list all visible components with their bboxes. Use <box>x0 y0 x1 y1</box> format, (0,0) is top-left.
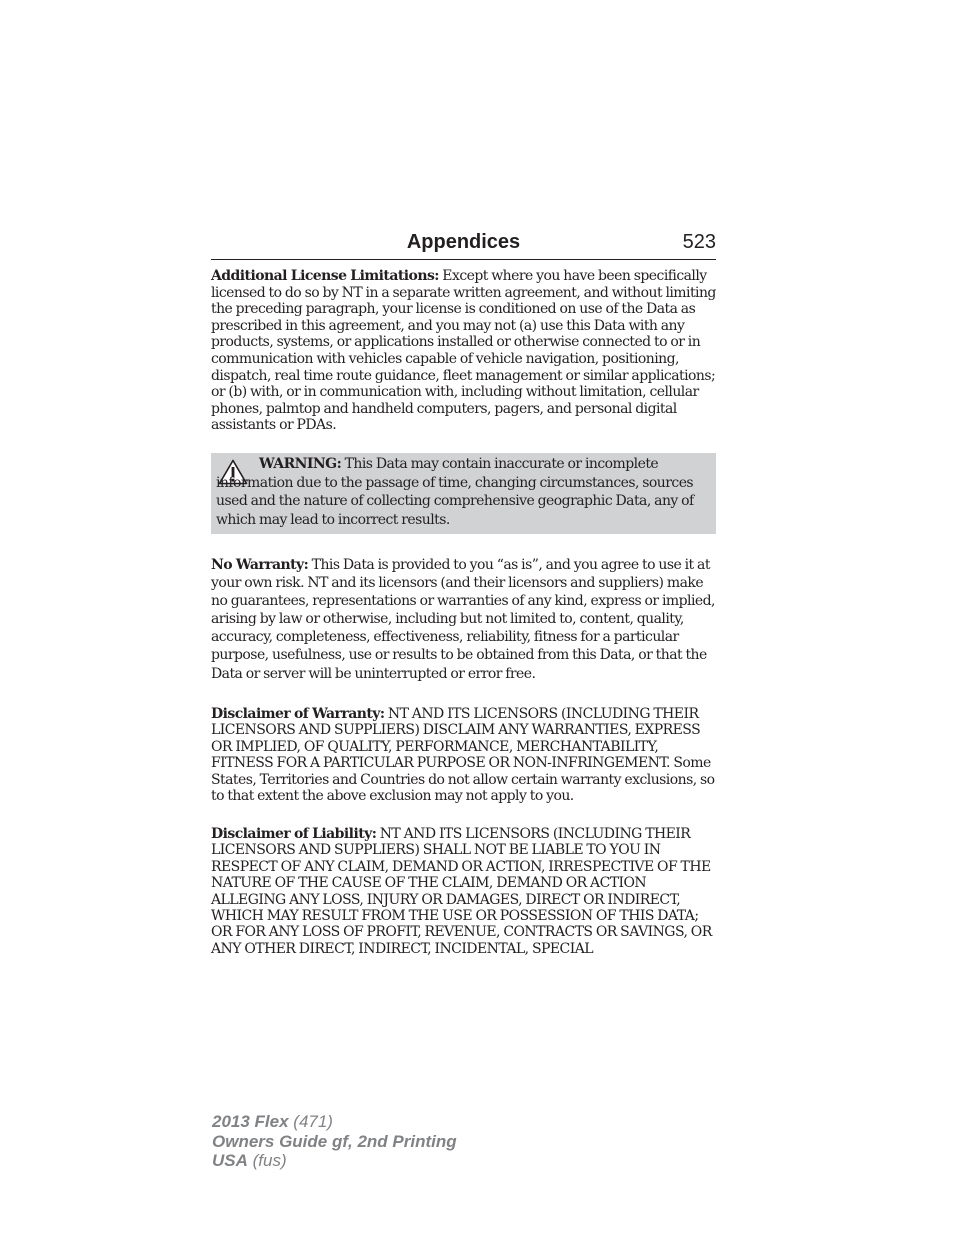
page-header <box>211 229 716 260</box>
section-title: Appendices <box>406 231 521 253</box>
footer-region-line <box>212 1151 457 1171</box>
page-footer <box>212 1112 457 1171</box>
disclaimer-liability-heading: Disclaimer of Liability: <box>211 826 377 842</box>
disclaimer-warranty-heading: Disclaimer of Warranty: <box>211 706 385 722</box>
additional-license-paragraph <box>211 268 716 434</box>
additional-license-heading: Additional License Limitations: <box>211 268 439 284</box>
page-number: 523 <box>682 231 716 253</box>
footer-guide: Owners Guide gf, 2nd Printing <box>212 1131 457 1151</box>
no-warranty-heading: No Warranty: <box>211 557 309 573</box>
disclaimer-liability-text: NT AND ITS LICENSORS (INCLUDING THEIR LICENSORS AND SUPPLIERS) SHALL NOT BE LIABLE TO YOU IN RESPECT OF ANY CLAIM, DEMAND OR ACTION, IRRESPECTIVE OF THE NATURE OF THE CAUSE OF THE CLAIM, DEMAND OR ACTION ALLEGING ANY LOSS, INJURY OR DAMAGES, DIRECT OR INDIRECT, WHICH MAY RESULT FROM THE USE OR POSSESSION OF THIS DATA; OR FOR ANY LOSS OF PROFIT, REVENUE, CONTRACTS OR SAVINGS, OR ANY OTHER DIRECT, INDIRECT, INCIDENTAL, SPECIAL <box>211 826 712 957</box>
footer-model-line <box>212 1112 457 1132</box>
disclaimer-warranty-paragraph <box>211 706 716 804</box>
disclaimer-warranty-text: NT AND ITS LICENSORS (INCLUDING THEIR LICENSORS AND SUPPLIERS) DISCLAIM ANY WARRANTIES, EXPRESS OR IMPLIED, OF QUALITY, PERFORMANCE, MERCHANTABILITY, FITNESS FOR A PARTICULAR PURPOSE OR NON-INFRINGEMENT. Some States, Territories and Countries do not allow certain warranty exclusions, so to that extent the above exclusion may not apply to you. <box>211 706 715 805</box>
warning-paragraph <box>216 455 708 529</box>
warning-box <box>211 453 716 534</box>
warning-heading: WARNING: <box>259 456 342 472</box>
footer-region: USA <box>212 1151 248 1170</box>
disclaimer-liability-paragraph <box>211 826 716 957</box>
footer-model: 2013 Flex <box>212 1112 289 1131</box>
additional-license-text: Except where you have been specifically licensed to do so by NT in a separate written agreement, and without limiting the preceding paragraph, your license is conditioned on use of the Data as prescribed in this agreement, and you may not (a) use this Data with any products, systems, or applications installed or otherwise connected to or in communication with vehicles capable of vehicle navigation, positioning, dispatch, real time route guidance, fleet management or similar applications; or (b) with, or in communication with, including without limitation, cellular phones, palmtop and handheld computers, pagers, and personal digital assistants or PDAs. <box>211 268 716 434</box>
footer-model-code: (471) <box>288 1112 333 1131</box>
no-warranty-paragraph <box>211 556 716 683</box>
no-warranty-text: This Data is provided to you “as is”, and you agree to use it at your own risk. NT and its licensors (and their licensors and suppliers) make no guarantees, representations or warranties of any kind, express or implied, arising by law or otherwise, including but not limited to, content, quality, accuracy, completeness, effectiveness, reliability, fitness for a particular purpose, usefulness, use or results to be obtained from this Data, or that the Data or server will be uninterrupted or error free. <box>211 557 715 682</box>
warning-text: This Data may contain inaccurate or incomplete information due to the passage of time, changing circumstances, sources used and the nature of collecting comprehensive geographic Data, any of which may lead to incorrect results. <box>216 456 694 528</box>
footer-region-code: (fus) <box>247 1151 287 1170</box>
